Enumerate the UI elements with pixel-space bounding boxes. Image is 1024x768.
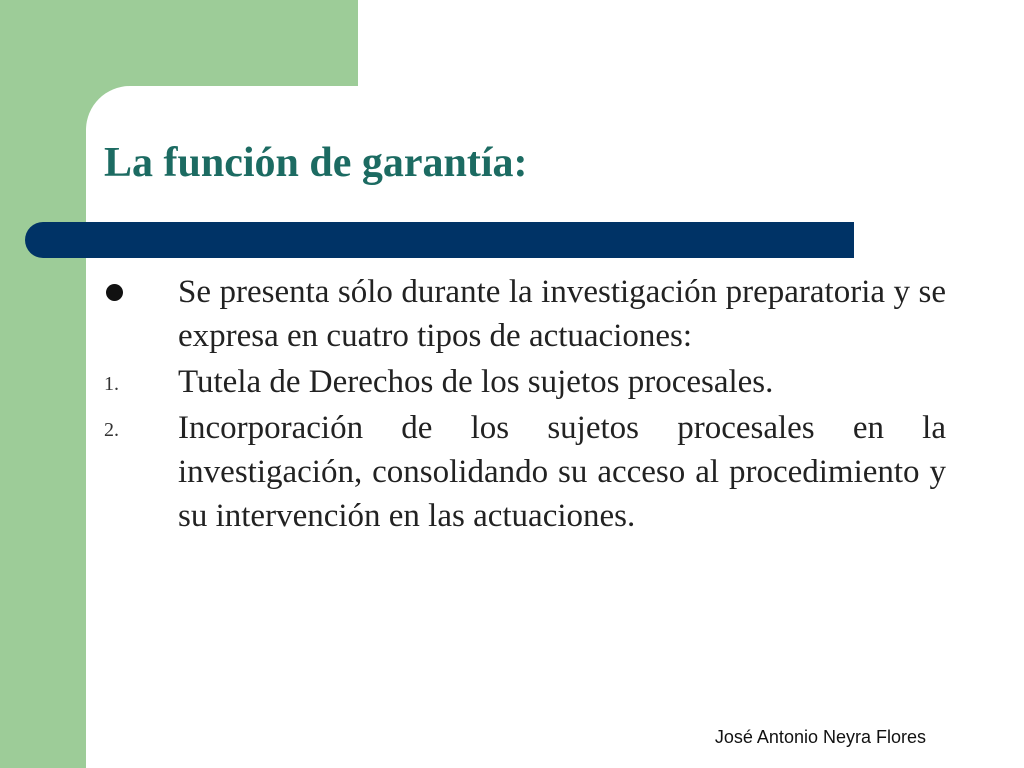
body-list	[100, 270, 946, 540]
list-item-1	[100, 360, 946, 404]
list-item-intro	[100, 270, 946, 358]
list-item-text: Se presenta sólo durante la investigación preparatoria y se expresa en cuatro tipos de actuaciones:	[178, 274, 946, 354]
title-underline-bar	[25, 222, 854, 258]
list-number: 2.	[104, 419, 119, 441]
number-marker	[100, 360, 170, 404]
list-number: 1.	[104, 373, 119, 395]
list-item-text: Tutela de Derechos de los sujetos procesales.	[178, 364, 774, 400]
bullet-marker	[100, 270, 170, 314]
number-marker	[100, 406, 170, 450]
footer-author: José Antonio Neyra Flores	[714, 727, 926, 747]
slide-title: La función de garantía:	[104, 140, 528, 186]
list-item-text: Incorporación de los sujetos procesales en la investigación, consolidando su acceso al procedimiento y su intervención en las actuaciones.	[178, 410, 946, 534]
bullet-dot-icon	[106, 284, 123, 301]
list-item-2	[100, 406, 946, 538]
